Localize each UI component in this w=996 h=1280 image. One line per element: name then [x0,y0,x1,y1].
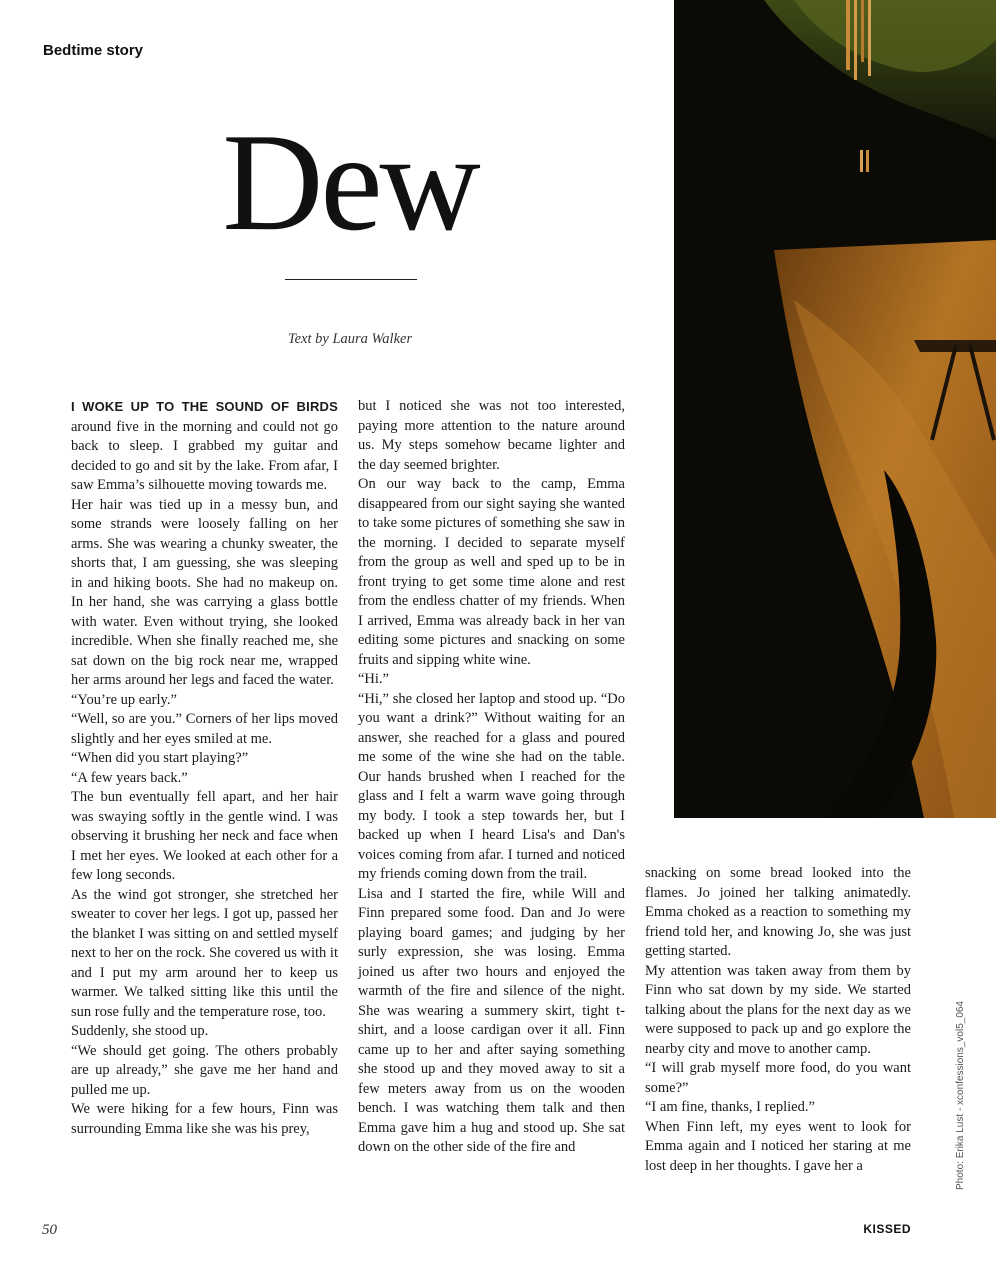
paragraph: “I will grab myself more food, do you want some?” [645,1060,911,1096]
article-column-1 [71,397,338,1139]
paragraph: When Finn left, my eyes went to look for Emma again and I noticed her staring at me lost deep in her thoughts. I gave her a [645,1118,911,1174]
paragraph: “Well, so are you.” Corners of her lips moved slightly and her eyes smiled at me. [71,711,338,747]
paragraph: but I noticed she was not too interested, paying more attention to the nature around us. My steps somehow became lighter and the day seemed brighter. [358,398,625,473]
paragraph: Her hair was tied up in a messy bun, and some strands were loosely falling on her arms. She was wearing a chunky sweater, the shorts that, I am guessing, she was sleeping in and hiking boots. She had no makeup on. In her hand, she was carrying a glass bottle with water. Even without trying, she looked incredible. When she finally reached me, she sat down on the big rock near me, wrapped her arms around her legs and faced the water. [71,496,338,688]
lead-in: I WOKE UP TO THE SOUND OF BIRDS [71,399,338,414]
page-number: 50 [42,1222,57,1238]
title-divider [285,279,417,280]
article-title: Dew [222,105,478,260]
campsite-photo-illustration [674,0,996,818]
paragraph: “Hi,” she closed her laptop and stood up. “Do you want a drink?” Without waiting for an answer, she reached for a glass and poured me some of the wine she had on the table. Our hands brushed when I reached for the glass and I felt a warm wave going through my body. I took a step towards her, but I backed up when I heard Lisa's and Dan's voices coming from afar. I turned and noticed my friends coming down from the trail. [358,690,625,882]
section-label: Bedtime story [43,42,144,59]
paragraph: On our way back to the camp, Emma disappeared from our sight saying she wanted to take some pictures of something she saw in the morning. I decided to separate myself from the group as well and sped up to be in front trying to get some time alone and rest from the endless chatter of my friends. When I arrived, Emma was already back in her van editing some pictures and snacking on some fruits and sipping white wine. [358,476,625,668]
paragraph: The bun eventually fell apart, and her hair was swaying softly in the gentle wind. I was observing it brushing her neck and face when I met her eyes. We looked at each other for a few long seconds. [71,789,338,883]
paragraph-text: around five in the morning and could not go back to sleep. I grabbed my guitar and decided to go and sit by the lake. From afar, I saw Emma’s silhouette moving towards me. [71,418,338,493]
paragraph: “Hi.” [358,671,389,687]
paragraph: “You’re up early.” [71,691,177,708]
campsite-photo [674,0,996,818]
paragraph: snacking on some bread looked into the flames. Jo joined her talking animatedly. Emma choked as a reaction to something my friend told her, and knowing Jo, she was just getting started. [645,865,911,959]
photo-credit: Photo: Erika Lust - xconfessions_vol5_064 [955,1001,966,1190]
paragraph: “When did you start playing?” [71,750,249,766]
magazine-brand: KISSED [863,1222,911,1236]
paragraph: “We should get going. The others probably are up already,” she gave me her hand and pulled me up. [71,1042,338,1098]
paragraph: Suddenly, she stood up. [71,1023,209,1039]
byline: Text by Laura Walker [287,331,413,347]
paragraph: My attention was taken away from them by Finn who sat down by my side. We started talking about the plans for the next day as we were supposed to pack up and go explore the nearby city and move to another camp. [645,962,911,1057]
paragraph: Lisa and I started the fire, while Will and Finn prepared some food. Dan and Jo were playing board games; and judging by her surly expression, she was losing. Emma joined us after two hours and enjoyed the warmth of the fire and silence of the night. She was wearing a summery skirt, tight t-shirt, and a loose cardigan over it all. Finn came up to her and after saying something she stood up and they moved away to sit a few meters away from us on the wooden bench. I was watching them talk and then Emma gave him a hug and stood up. She sat down on the other side of the fire and [358,885,625,1155]
article-column-2 [358,397,625,1158]
article-column-3 [645,864,911,1176]
paragraph [71,397,338,496]
paragraph: As the wind got stronger, she stretched her sweater to cover her legs. I got up, passed her the blanket I was sitting on and settled myself next to her on the rock. She covered us with it and I put my arm around her to keep us warmer. We talked sitting like this until the sun rose fully and the temperature rose, too. [71,886,338,1020]
paragraph: “A few years back.” [71,769,188,786]
paragraph: “I am fine, thanks, I replied.” [645,1099,815,1115]
paragraph: We were hiking for a few hours, Finn was surrounding Emma like she was his prey, [71,1101,338,1137]
